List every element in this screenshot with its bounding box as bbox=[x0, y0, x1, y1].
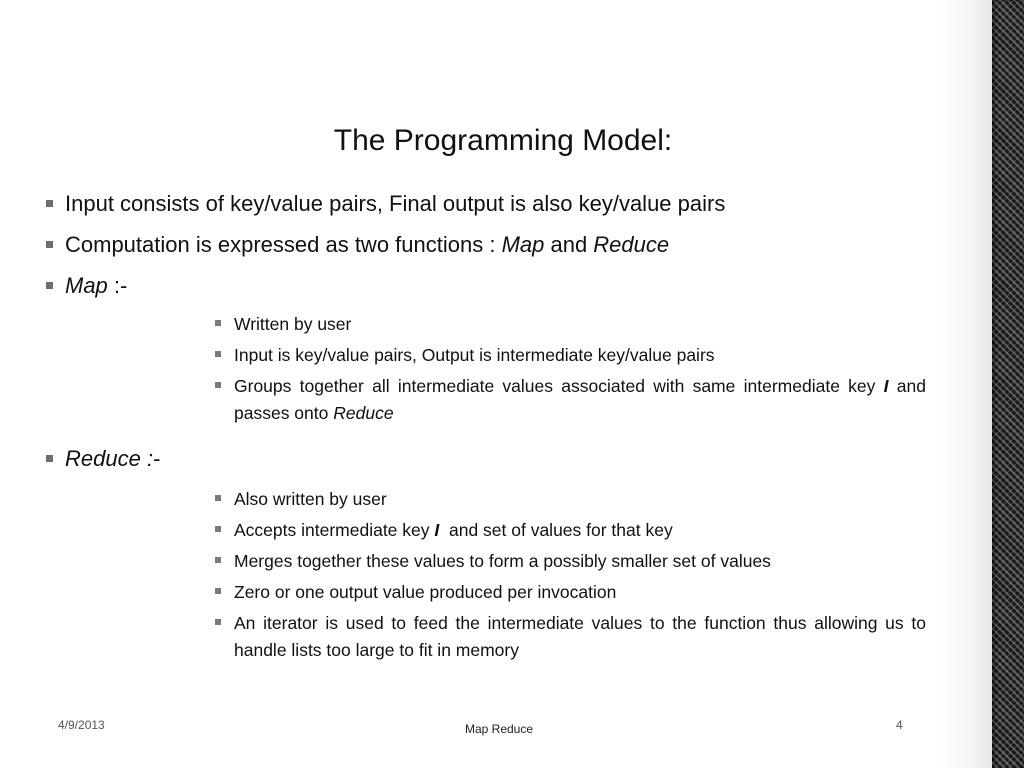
square-bullet-icon bbox=[46, 455, 53, 462]
item-text: and set of values for that key bbox=[439, 520, 673, 540]
key-i-term: I bbox=[434, 520, 440, 540]
item-text: Zero or one output value produced per invocation bbox=[234, 582, 617, 602]
reduce-subitems bbox=[214, 486, 926, 664]
map-heading-suffix: :- bbox=[107, 273, 128, 298]
item-text: and passes onto bbox=[234, 376, 927, 423]
slide-content bbox=[46, 190, 926, 682]
item-text: Input is key/value pairs, Output is intermediate key/value pairs bbox=[234, 345, 715, 365]
square-bullet-icon bbox=[215, 526, 221, 532]
reduce-term: Reduce bbox=[333, 403, 394, 423]
item-text: Written by user bbox=[234, 314, 352, 334]
reduce-item-written-by-user bbox=[214, 486, 926, 512]
square-bullet-icon bbox=[46, 241, 53, 248]
chevron-strip-decoration bbox=[992, 0, 1024, 768]
item-text: An iterator is used to feed the intermediate values to the function thus allowing us to handle lists too large to fit in memory bbox=[234, 613, 926, 660]
item-text: Merges together these values to form a possibly smaller set of values bbox=[234, 551, 771, 571]
reduce-item-zero-or-one bbox=[214, 579, 926, 605]
square-bullet-icon bbox=[215, 495, 221, 501]
item-text: Also written by user bbox=[234, 489, 387, 509]
item-text: Groups together all intermediate values associated with same intermediate key bbox=[234, 376, 884, 396]
map-item-written-by-user bbox=[214, 311, 926, 337]
square-bullet-icon bbox=[215, 619, 221, 625]
bullet-map bbox=[46, 272, 926, 300]
square-bullet-icon bbox=[46, 200, 53, 207]
bullet-text: Input consists of key/value pairs, Final output is also key/value pairs bbox=[65, 191, 726, 216]
bullet-computation bbox=[46, 231, 926, 259]
bullet-reduce bbox=[46, 445, 926, 473]
reduce-item-merges bbox=[214, 548, 926, 574]
square-bullet-icon bbox=[46, 282, 53, 289]
map-term: Map bbox=[501, 232, 545, 257]
square-bullet-icon bbox=[215, 351, 221, 357]
map-item-input-output bbox=[214, 342, 926, 368]
reduce-heading: Reduce : bbox=[65, 446, 154, 471]
item-text: Accepts intermediate key bbox=[234, 520, 435, 540]
map-subitems bbox=[214, 311, 926, 427]
bullet-text: and bbox=[544, 232, 594, 257]
footer-title: Map Reduce bbox=[464, 722, 534, 736]
footer-date: 4/9/2013 bbox=[58, 718, 105, 732]
reduce-item-accepts-key bbox=[214, 517, 926, 543]
bullet-input-output bbox=[46, 190, 926, 218]
reduce-term: Reduce bbox=[593, 232, 670, 257]
key-i-term: I bbox=[883, 376, 889, 396]
edge-gradient-decoration bbox=[940, 0, 992, 768]
map-heading: Map bbox=[65, 273, 108, 298]
map-item-groups-together bbox=[214, 373, 926, 427]
square-bullet-icon bbox=[215, 588, 221, 594]
reduce-item-iterator bbox=[214, 610, 926, 664]
square-bullet-icon bbox=[215, 382, 221, 388]
square-bullet-icon bbox=[215, 320, 221, 326]
footer-page-number: 4 bbox=[896, 718, 903, 732]
square-bullet-icon bbox=[215, 557, 221, 563]
reduce-heading-suffix: - bbox=[153, 446, 161, 471]
slide-title: The Programming Model: bbox=[333, 124, 673, 157]
bullet-text: Computation is expressed as two functions : bbox=[65, 232, 502, 257]
